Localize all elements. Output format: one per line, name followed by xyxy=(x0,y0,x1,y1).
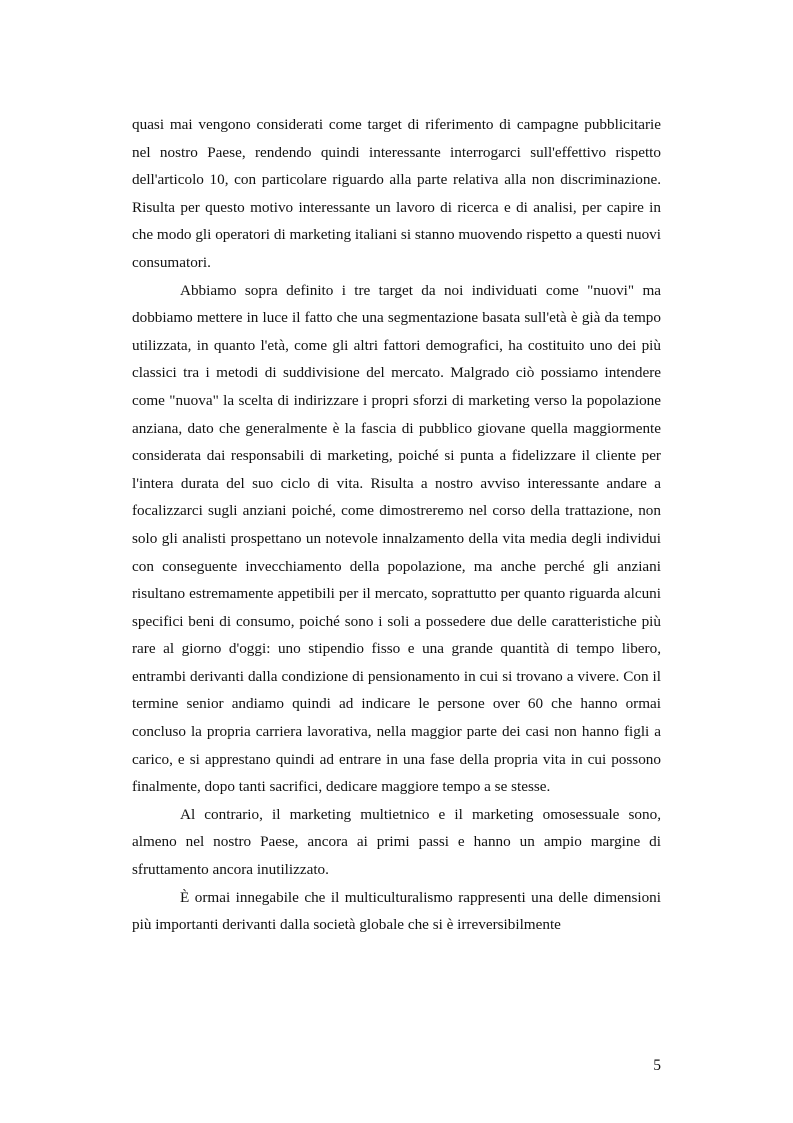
paragraph-3: Al contrario, il marketing multietnico e il marketing omosessuale sono, almeno nel nostro Paese, ancora ai primi passi e hanno un ampio margine di sfruttamento ancora inutilizzato. xyxy=(132,805,661,879)
page-number: 5 xyxy=(653,1057,661,1074)
paragraph-2: Abbiamo sopra definito i tre target da noi individuati come "nuovi" ma dobbiamo mettere in luce il fatto che una segmentazione basata sull'età è già da tempo utilizzata, in quanto l'età, come gli altri fattori demografici, ha costituito uno dei più classici tra i metodi di suddivisione del mercato. Malgrado ciò possiamo intendere come "nuova" la scelta di indirizzare i propri sforzi di marketing verso la popolazione anziana, dato che generalmente è la fascia di pubblico giovane quella maggiormente considerata dai responsabili di marketing, poiché si punta a fidelizzare il cliente per l'intera durata del suo ciclo di vita. Risulta a nostro avviso interessante andare a focalizzarci sugli anziani poiché, come dimostreremo nel corso della trattazione, non solo gli analisti prospettano un notevole innalzamento della vita media degli individui con conseguente invecchiamento della popolazione, ma anche perché gli anziani risultano estremamente appetibili per il mercato, soprattutto per quanto riguarda alcuni specifici beni di consumo, poiché sono i soli a possedere due delle caratteristiche più rare al giorno d'oggi: uno stipendio fisso e una grande quantità di tempo libero, entrambi derivanti dalla condizione di pensionamento in cui si trovano a vivere. Con il termine senior andiamo quindi ad indicare le persone over 60 che hanno ormai concluso la propria carriera lavorativa, nella maggior parte dei casi non hanno figli a carico, e si apprestano quindi ad entrare in una fase della propria vita in cui possono finalmente, dopo tanti sacrifici, dedicare maggiore tempo a se stesse. xyxy=(132,281,661,796)
paragraph-4: È ormai innegabile che il multiculturalismo rappresenti una delle dimensioni più importanti derivanti dalla società globale che si è irreversibilmente xyxy=(132,888,661,934)
page-body xyxy=(132,111,661,939)
paragraph-1: quasi mai vengono considerati come target di riferimento di campagne pubblicitarie nel nostro Paese, rendendo quindi interessante interrogarci sull'effettivo rispetto dell'articolo 10, con particolare riguardo alla parte relativa alla non discriminazione. Risulta per questo motivo interessante un lavoro di ricerca e di analisi, per capire in che modo gli operatori di marketing italiani si stanno muovendo rispetto a questi nuovi consumatori. xyxy=(132,116,661,271)
